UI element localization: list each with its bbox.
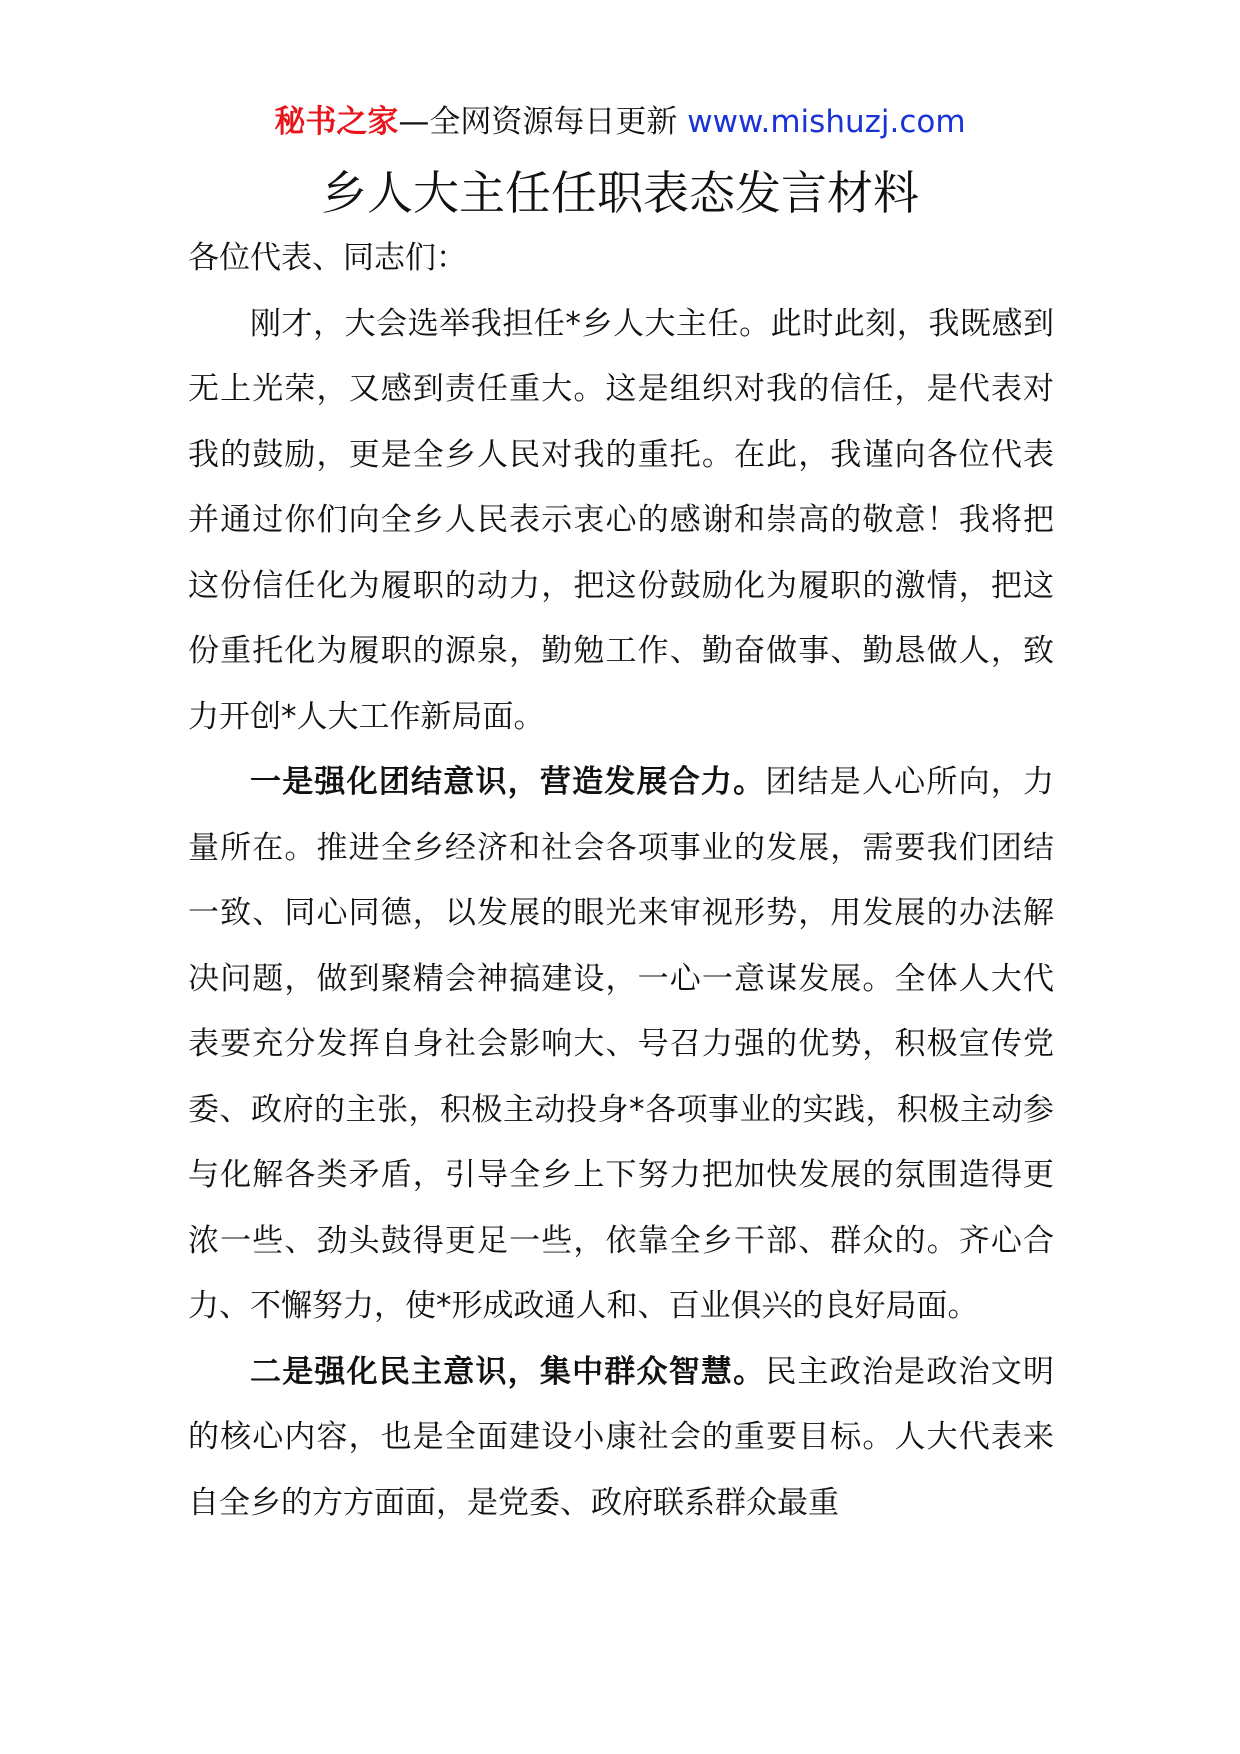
document-body — [188, 226, 1054, 1536]
paragraph-text: 民主政治是政治文明的核心内容，也是全面建设小康社会的重要目标。人大代表来自全乡的方方面面，是党委、政府联系群众最重 — [188, 1353, 1055, 1521]
brand-name: 秘书之家 — [274, 104, 399, 140]
document-title: 乡人大主任任职表态发言材料 — [321, 166, 919, 220]
paragraph — [188, 292, 1054, 751]
salutation: 各位代表、同志们： — [188, 240, 467, 276]
site-header — [0, 100, 1240, 144]
paragraph-lead: 二是强化民主意识，集中群众智慧。 — [250, 1353, 766, 1390]
site-url-link[interactable]: www.mishuzj.com — [687, 104, 966, 140]
paragraph — [188, 1340, 1054, 1537]
paragraph-lead: 一是强化团结意识，营造发展合力。 — [250, 764, 766, 800]
paragraph — [188, 750, 1054, 1340]
header-tagline: —全网资源每日更新 — [398, 104, 678, 140]
paragraph-text: 刚才，大会选举我担任*乡人大主任。此时此刻，我既感到无上光荣，又感到责任重大。这是组织对我的信任，是代表对我的鼓励，更是全乡人民对我的重托。在此，我谨向各位代表并通过你们向全乡人民表示衷心的感谢和崇高的敬意！我将把这份信任化为履职的动力，把这份鼓励化为履职的激情，把这份重托化为履职的源泉，勤勉工作、勤奋做事、勤恳做人，致力开创*人大工作新局面。 — [188, 305, 1054, 735]
paragraph-text: 团结是人心所向，力量所在。推进全乡经济和社会各项事业的发展，需要我们团结一致、同心同德，以发展的眼光来审视形势，用发展的办法解决问题，做到聚精会神搞建设，一心一意谋发展。全体人大代表要充分发挥自身社会影响大、号召力强的优势，积极宣传党委、政府的主张，积极主动投身*各项事业的实践，积极主动参与化解各类矛盾，引导全乡上下努力把加快发展的氛围造得更浓一些、劲头鼓得更足一些，依靠全乡干部、群众的。齐心合力、不懈努力，使*形成政通人和、百业俱兴的良好局面。 — [188, 764, 1055, 1324]
